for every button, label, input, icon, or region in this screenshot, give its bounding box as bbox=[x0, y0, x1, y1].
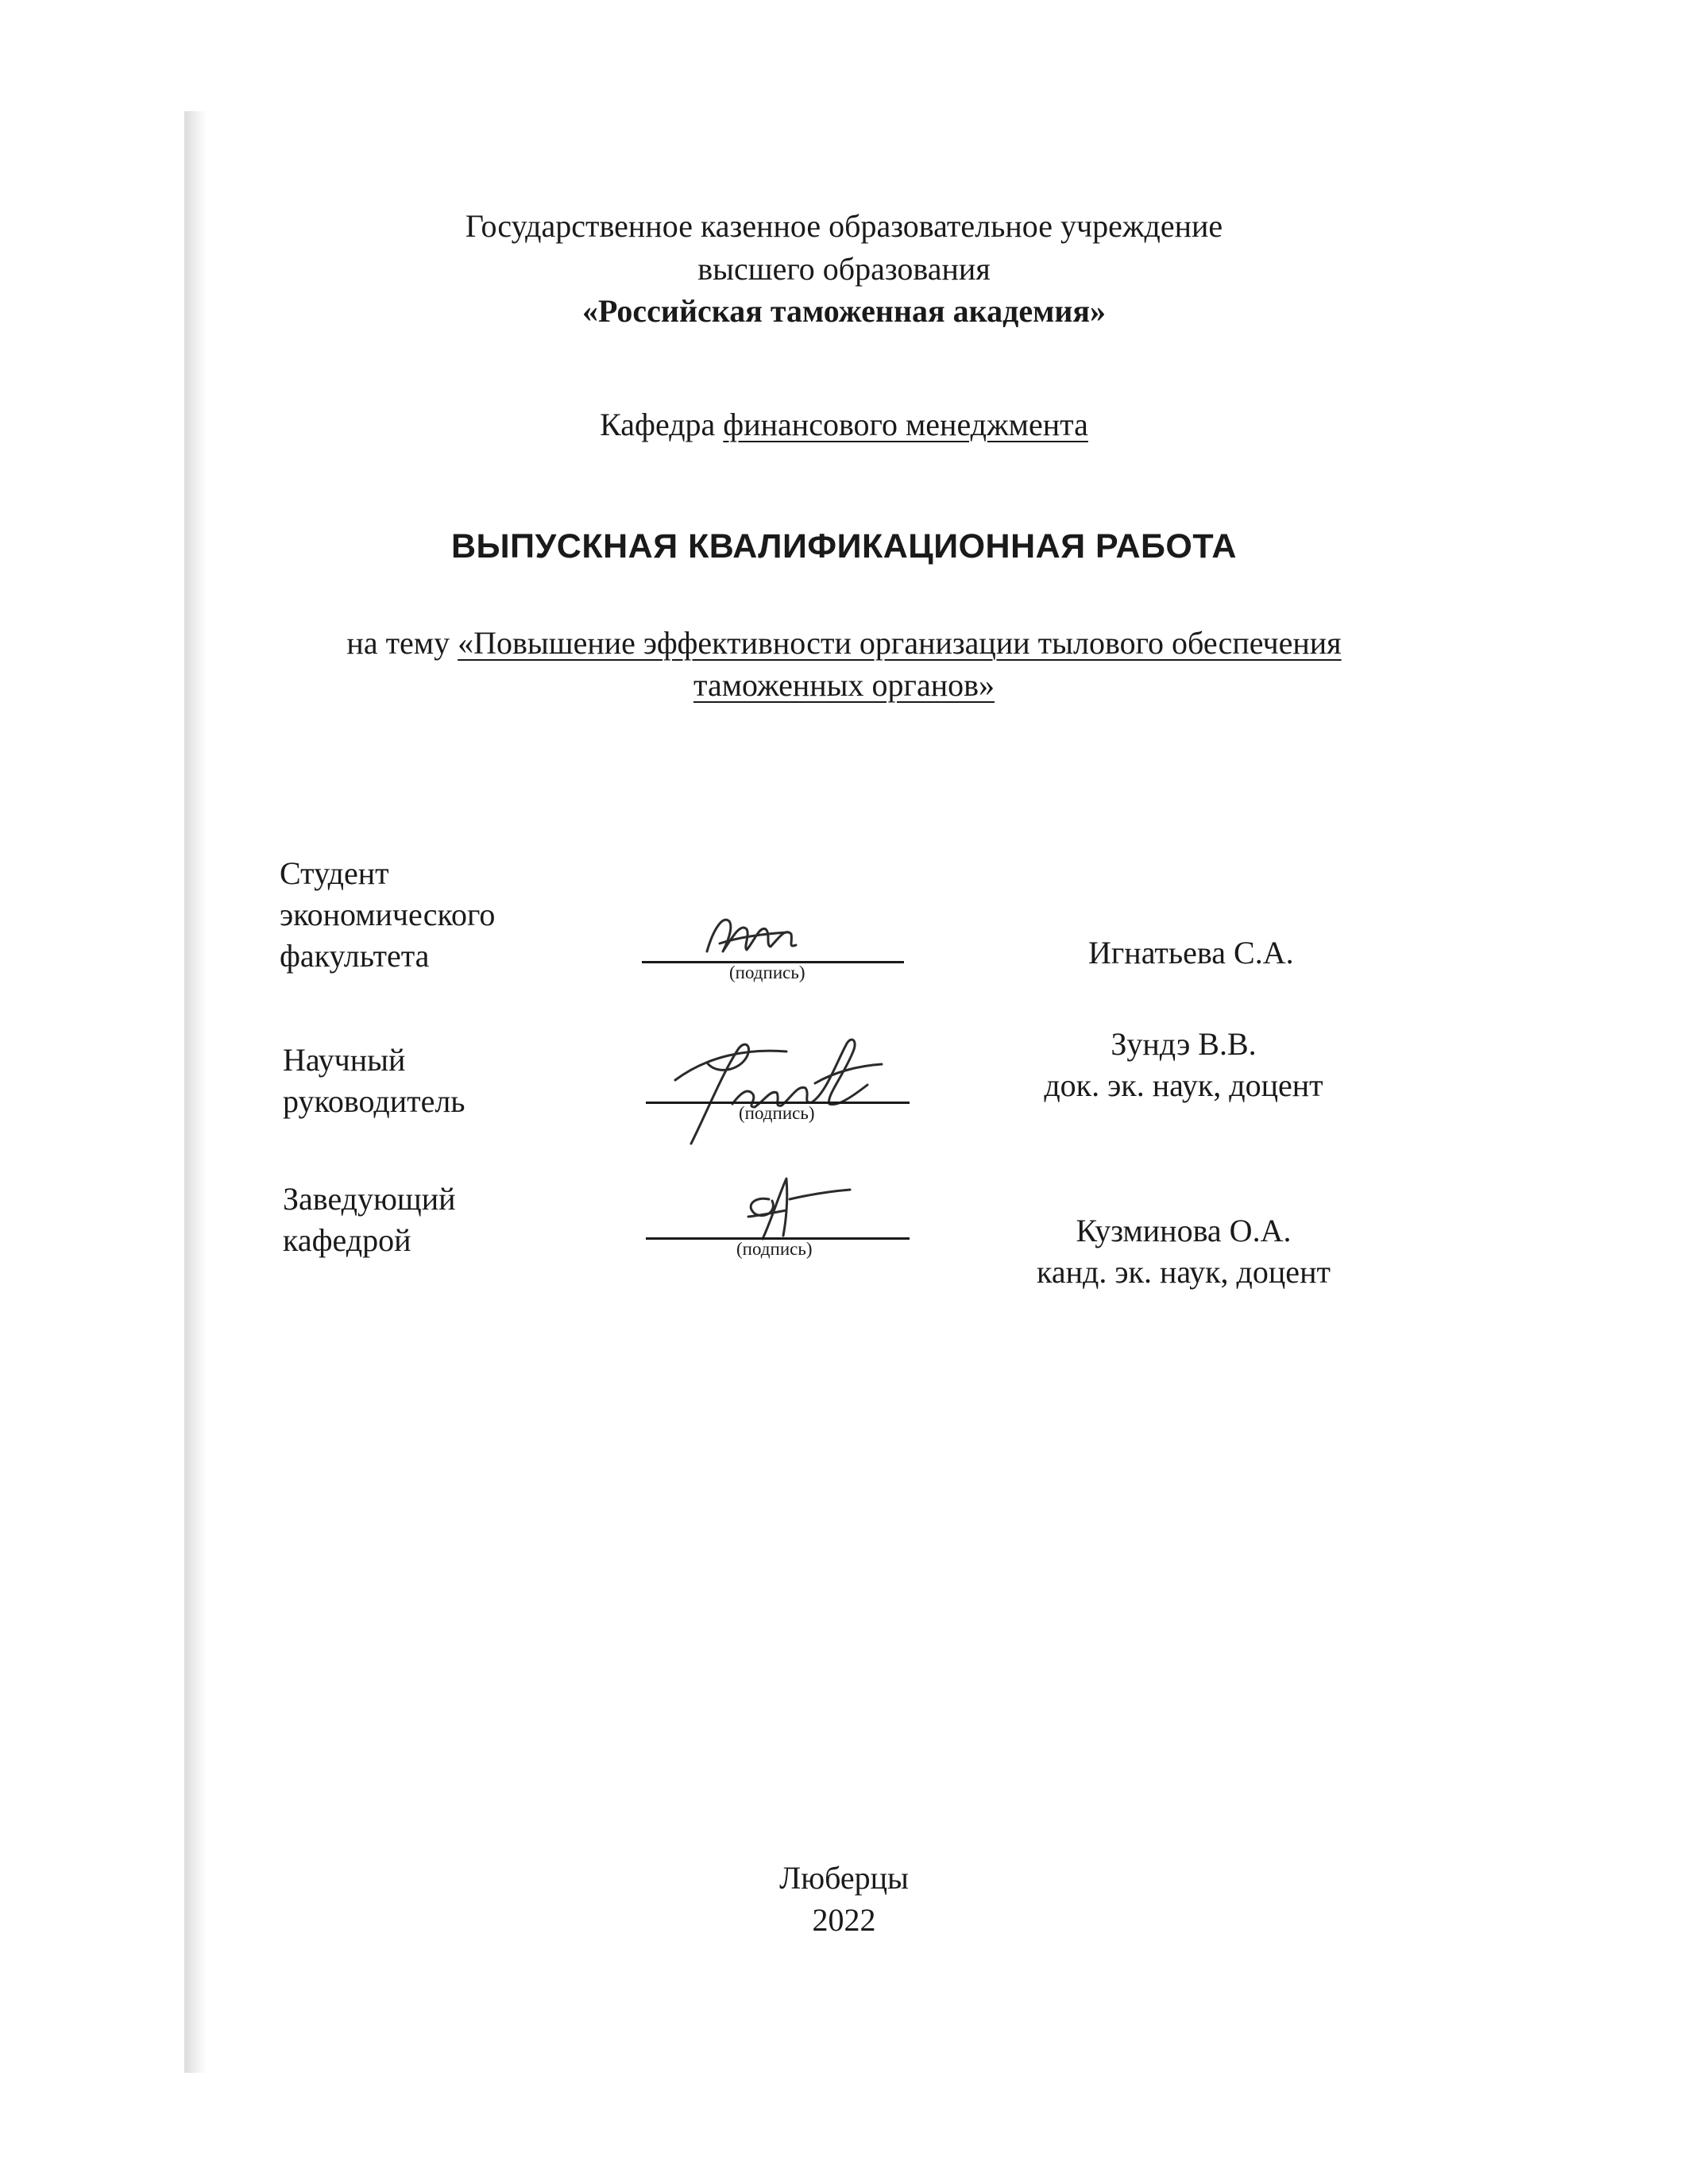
department-prefix: Кафедра bbox=[600, 407, 724, 442]
student-signature bbox=[691, 905, 850, 969]
supervisor-role-line-1: Научный bbox=[283, 1042, 406, 1078]
student-role-line-2: экономического bbox=[280, 897, 496, 932]
head-role-line-1: Заведующий bbox=[283, 1181, 456, 1217]
document-title: ВЫПУСКНАЯ КВАЛИФИКАЦИОННАЯ РАБОТА bbox=[451, 527, 1237, 565]
topic-line-1 bbox=[0, 623, 1688, 663]
institution-line-2: высшего образования bbox=[697, 251, 991, 287]
department-name: финансового менеджмента bbox=[723, 407, 1088, 442]
student-signature-caption: (подпись) bbox=[729, 963, 805, 982]
academy-name: «Российская таможенная академия» bbox=[581, 293, 1107, 329]
topic-prefix: на тему bbox=[346, 625, 458, 661]
student-role-line-3: факультета bbox=[280, 938, 430, 974]
supervisor-signature bbox=[659, 1024, 890, 1152]
topic-line-2 bbox=[0, 666, 1688, 705]
head-signature-caption: (подпись) bbox=[736, 1239, 813, 1259]
supervisor-name: Зундэ В.В. bbox=[1111, 1026, 1257, 1062]
head-signature bbox=[731, 1167, 858, 1247]
supervisor-role-line-2: руководитель bbox=[283, 1083, 465, 1119]
topic-text-line-1: «Повышение эффективности организации тылового обеспечения bbox=[458, 625, 1342, 661]
department-line bbox=[0, 405, 1688, 445]
year: 2022 bbox=[812, 1902, 876, 1938]
student-name: Игнатьева С.А. bbox=[1088, 935, 1294, 970]
head-name: Кузминова О.А. bbox=[1076, 1213, 1292, 1248]
institution-line-1: Государственное казенное образовательное учреждение bbox=[465, 208, 1223, 244]
student-role-line-1: Студент bbox=[280, 855, 389, 891]
supervisor-degree: док. эк. наук, доцент bbox=[1044, 1067, 1323, 1103]
supervisor-signature-caption: (подпись) bbox=[739, 1103, 815, 1123]
head-role-line-2: кафедрой bbox=[283, 1222, 411, 1258]
city: Люберцы bbox=[779, 1860, 909, 1896]
topic-text-line-2: таможенных органов» bbox=[693, 667, 995, 703]
head-degree: канд. эк. наук, доцент bbox=[1037, 1254, 1331, 1290]
